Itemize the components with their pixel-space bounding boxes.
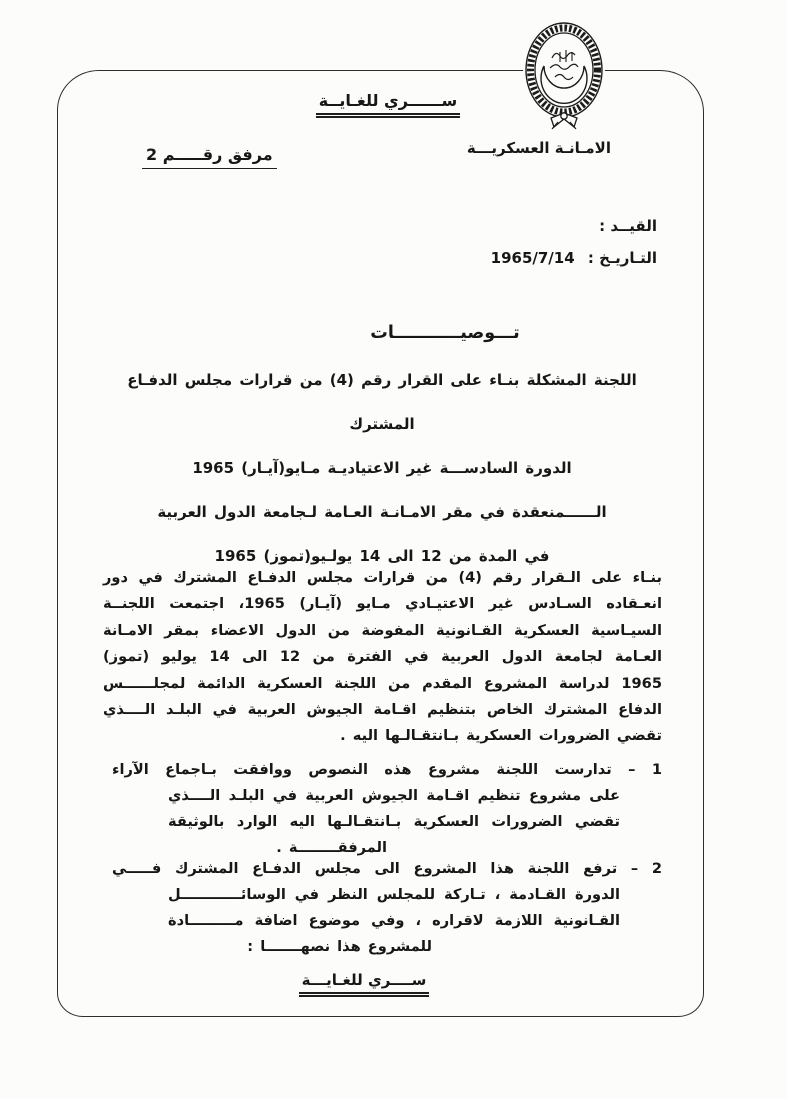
item-line: الدورة القـادمة ، تـاركة للمجلس النظر في الوسائــــــــــــل xyxy=(168,886,620,903)
registration-label: القيــد : xyxy=(599,217,657,235)
heading-line: اللجنة المشكلة بنـاء على القرار رقم (4) من قرارات مجلس الدفـاع المشترك xyxy=(127,371,637,433)
arab-league-emblem xyxy=(522,18,606,132)
item-line: القـانونية اللازمة لاقراره ، وفي موضوع اضافة مـــــــــادة xyxy=(168,912,620,929)
session-heading xyxy=(98,358,666,578)
recommendation-item-2 xyxy=(112,856,662,960)
item-line: للمشروع هذا نصهـــــــا : xyxy=(247,938,432,955)
classification-bottom-label: ســــري للغـايـــة xyxy=(299,971,430,997)
classification-top xyxy=(288,91,488,118)
preamble-paragraph xyxy=(103,565,662,750)
paragraph-line: انعـقاده السـادس غير الاعتيـادي مـايو (آيـار) 1965، اجتمعت اللجنــة xyxy=(103,595,662,613)
item-line: المرفقــــــــة . xyxy=(276,839,387,856)
paragraph-line: تقضي الضرورات العسكرية بـانتقـالـها اليه . xyxy=(340,727,662,745)
paragraph-line: بنـاء على الـقرار رقم (4) من قرارات مجلس الدفـاع المشترك في دور xyxy=(103,569,662,586)
item-line: تقضي الضرورات العسكرية بـانتقـالـها اليه الوارد بالوثيقة xyxy=(168,813,620,830)
item-line: 2 – ترفع اللجنة هذا المشروع الى مجلس الدفـاع المشترك فـــــي xyxy=(112,860,662,877)
date-value: 1965/7/14 xyxy=(490,249,575,267)
heading-line: الــــــمنعقدة في مقر الامـانـة العـامة لـجامعة الدول العربية xyxy=(157,503,607,521)
attachment-label-text: مرفق رقـــــم 2 xyxy=(142,145,277,169)
heading-line: الدورة السادســـة غير الاعتياديـة مـايو(آيـار) 1965 xyxy=(192,459,572,477)
item-line: 1 – تدارست اللجنة مشروع هذه النصوص ووافقت بـاجماع الآراء xyxy=(112,761,662,778)
arab-league-emblem-icon xyxy=(522,18,606,132)
date-row xyxy=(491,249,657,267)
paragraph-line: الدفاع المشترك الخاص بتنظيم اقـامة الجيوش العربية في البلـد الــــذي xyxy=(103,701,662,719)
registration-row xyxy=(599,217,657,235)
classification-top-label: ســــــري للغـايــة xyxy=(316,91,460,118)
recommendations-title: تـــوصيـــــــــــات xyxy=(370,323,520,343)
paragraph-line: العـامة لجامعة الدول العربية في الفترة من 12 الى 14 يوليو (تموز) xyxy=(103,648,662,666)
classification-bottom xyxy=(264,971,464,997)
paragraph-line: السيـاسية العسكرية القـانونية المفوضة من الدول الاعضاء بمقر الامـانة xyxy=(103,621,662,639)
department-title: الامـانـة العسكريـــة xyxy=(466,139,611,157)
item-line: على مشروع تنظيم اقـامة الجيوش العربية في البلـد الــــذي xyxy=(168,787,620,804)
recommendation-item-1 xyxy=(112,757,662,861)
paragraph-line: 1965 لدراسة المشروع المقدم من اللجنة العسكرية الدائمة لمجلــــــس xyxy=(103,674,662,692)
attachment-label xyxy=(142,145,277,169)
date-label: التـاريـخ : xyxy=(587,249,657,267)
heading-line: في المدة من 12 الى 14 يولـيو(تموز) 1965 xyxy=(214,547,550,565)
